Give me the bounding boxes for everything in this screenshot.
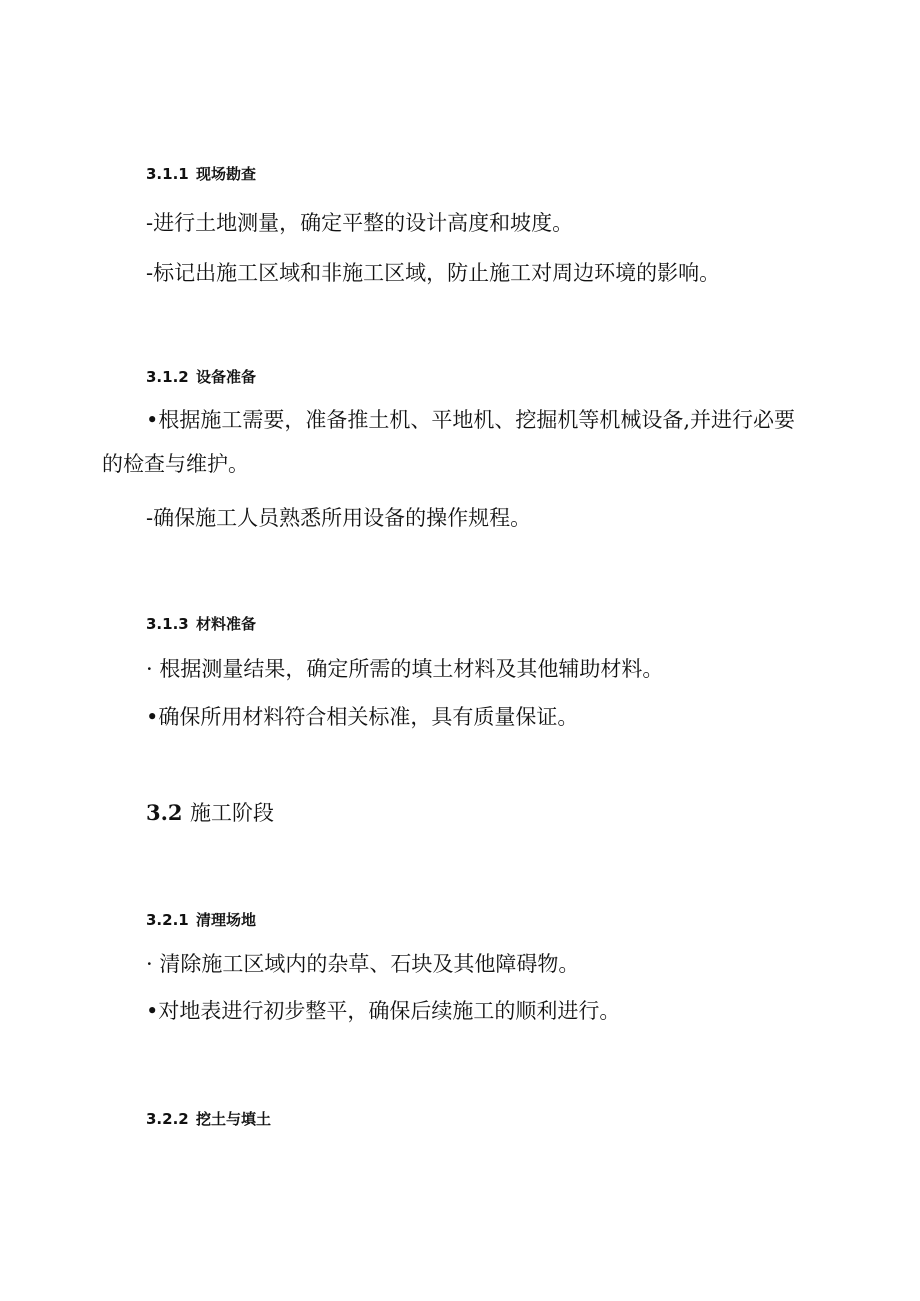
section-number: 3.2.1: [146, 911, 189, 929]
section-heading-3-2-2: [146, 1110, 271, 1128]
section-heading-3-2: [146, 800, 274, 826]
section-heading-3-1-1: [146, 165, 256, 183]
section-number: 3.2: [146, 800, 183, 825]
paragraph: · 根据测量结果，确定所需的填土材料及其他辅助材料。: [146, 657, 664, 681]
section-heading-3-2-1: [146, 911, 256, 929]
section-title: 现场勘查: [196, 165, 257, 183]
section-title: 设备准备: [196, 368, 257, 386]
section-heading-3-1-2: [146, 368, 256, 386]
paragraph: · 清除施工区域内的杂草、石块及其他障碍物。: [146, 952, 580, 976]
section-heading-3-1-3: [146, 615, 256, 633]
section-title: 挖土与填土: [196, 1110, 272, 1128]
section-title: 施工阶段: [190, 801, 274, 825]
section-title: 材料准备: [196, 615, 257, 633]
section-number: 3.1.2: [146, 368, 189, 386]
paragraph: [102, 398, 812, 486]
paragraph: -标记出施工区域和非施工区域，防止施工对周边环境的影响。: [146, 261, 721, 285]
paragraph: -确保施工人员熟悉所用设备的操作规程。: [146, 506, 532, 530]
section-title: 清理场地: [196, 911, 257, 929]
paragraph-text: •根据施工需要，准备推土机、平地机、挖掘机等机械设备,并进行必要的检查与维护。: [102, 408, 796, 476]
paragraph: -进行土地测量，确定平整的设计高度和坡度。: [146, 211, 574, 235]
section-number: 3.2.2: [146, 1110, 189, 1128]
paragraph: •确保所用材料符合相关标准，具有质量保证。: [146, 705, 579, 729]
section-number: 3.1.3: [146, 615, 189, 633]
section-number: 3.1.1: [146, 165, 189, 183]
paragraph: •对地表进行初步整平，确保后续施工的顺利进行。: [146, 999, 621, 1023]
